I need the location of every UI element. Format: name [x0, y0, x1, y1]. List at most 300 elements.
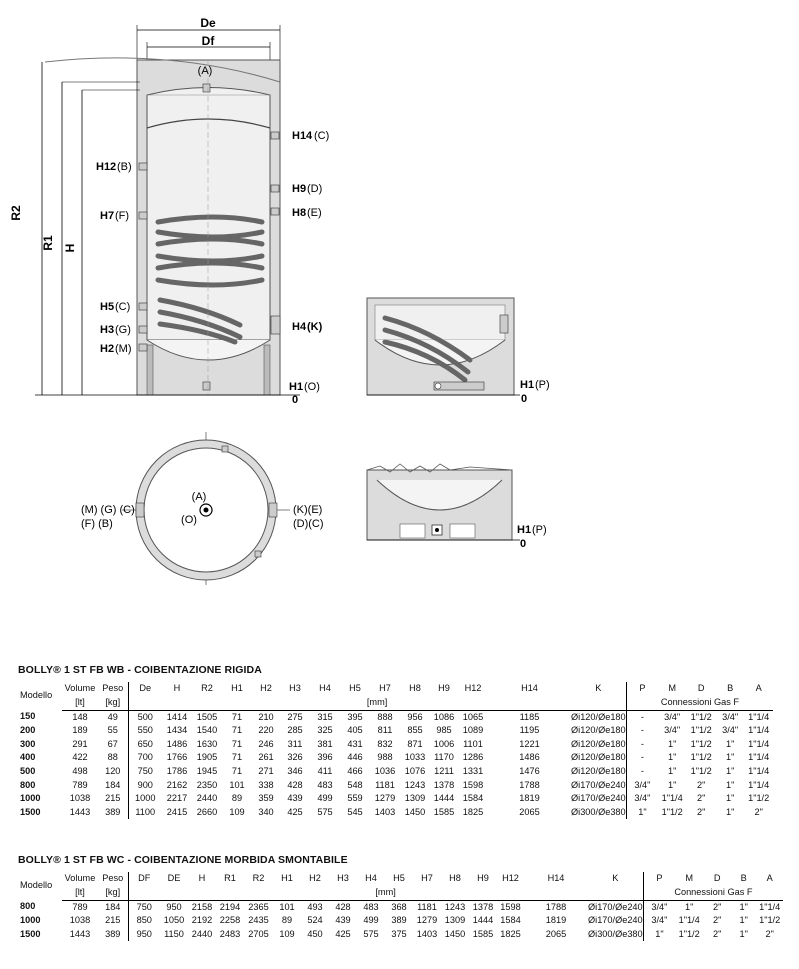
dim-cell: 2365 — [248, 901, 269, 912]
gas-cell: 1"1/2 — [690, 738, 712, 749]
dim-cell: 956 — [407, 711, 423, 722]
dim-cell: 1819 — [519, 793, 540, 804]
top-KE-label: (K)(E) — [293, 504, 323, 516]
dim-cell: 1788 — [545, 901, 567, 912]
dim-cell: 1065 — [462, 711, 484, 722]
dim-cell: 550 — [128, 724, 162, 738]
dim-cell: 1006 — [433, 738, 455, 749]
header-gas-col: B — [727, 683, 734, 694]
table-wc — [18, 872, 783, 941]
gas-cell: 1"1/2 — [690, 725, 712, 736]
gas-cell: 1" — [725, 779, 735, 790]
gas-cell: 1"1/4 — [661, 793, 683, 804]
gas-cell: 1" — [725, 806, 735, 817]
dim-cell: 1378 — [433, 779, 455, 790]
dim-cell: 346 — [287, 765, 303, 776]
dim-cell: Øi120/Øe180 — [571, 752, 626, 763]
dim-cell: 1170 — [434, 752, 454, 763]
H1-code: (O) — [304, 381, 320, 393]
top-O-label: (O) — [181, 514, 197, 526]
model-cell: 800 — [20, 901, 36, 912]
H4-label: H4 — [292, 321, 307, 333]
dim-cell: 1331 — [462, 765, 484, 776]
H8-code: (E) — [307, 207, 322, 219]
dim-cell: 271 — [258, 765, 274, 776]
dim-cell: 338 — [258, 779, 274, 790]
dim-cell: 1150 — [164, 928, 184, 939]
dim-cell: 1050 — [163, 915, 185, 926]
dim-H-label: H — [63, 243, 77, 253]
header-col: H9 — [477, 873, 489, 884]
dim-cell: 311 — [287, 738, 303, 749]
H1-P-code-2: (P) — [532, 524, 547, 536]
gas-cell: 2" — [696, 806, 706, 817]
gas-cell: 2" — [696, 793, 706, 804]
table-row — [18, 765, 773, 779]
header-col: H5 — [349, 683, 361, 694]
front-section-view — [9, 16, 329, 406]
dim-cell: 1450 — [404, 806, 426, 817]
gas-cell: - — [626, 765, 658, 779]
dim-cell: 1825 — [500, 928, 521, 939]
dim-cell: 89 — [281, 915, 293, 926]
table-wc-body — [18, 872, 783, 941]
header-gas-col: M — [685, 873, 693, 884]
header-col: H1 — [281, 873, 293, 884]
model-cell: 800 — [20, 779, 36, 790]
dim-cell: 1181 — [375, 779, 395, 790]
table-row — [18, 900, 783, 914]
dim-cell: Øi300/Øe380 — [571, 806, 626, 817]
dim-cell: 700 — [128, 751, 162, 765]
H9-label: H9 — [292, 183, 307, 195]
dim-cell: 405 — [347, 725, 363, 736]
header-col: H14 — [547, 873, 565, 884]
dim-cell: 1279 — [416, 915, 438, 926]
header-col: H4 — [365, 873, 377, 884]
dim-cell: 2415 — [166, 806, 188, 817]
dim-cell: 425 — [287, 806, 303, 817]
dim-R2-label: R2 — [9, 205, 23, 221]
model-cell: 1500 — [20, 806, 41, 817]
dim-cell: 71 — [231, 725, 243, 736]
dim-cell: 1195 — [519, 725, 540, 736]
header-col: K — [612, 873, 619, 884]
peso-cell: 184 — [105, 901, 121, 912]
gas-cell: 1" — [667, 738, 677, 749]
zero-label: 0 — [292, 394, 299, 406]
dim-cell: 1211 — [434, 765, 454, 776]
dim-cell: 1444 — [433, 793, 455, 804]
dim-cell: 888 — [377, 711, 393, 722]
dim-cell: 1286 — [462, 752, 484, 763]
dim-cell: 1819 — [545, 915, 567, 926]
dim-cell: 466 — [347, 765, 363, 776]
unit-mm: [mm] — [128, 696, 626, 710]
zero-label-2: 0 — [521, 393, 528, 405]
H1-label: H1 — [289, 381, 304, 393]
dim-cell: 850 — [128, 914, 160, 928]
header-col: K — [595, 683, 602, 694]
H12-code: (B) — [117, 161, 132, 173]
dim-cell: 1221 — [519, 738, 540, 749]
H9-code: (D) — [307, 183, 323, 195]
dim-cell: 524 — [307, 915, 323, 926]
header-col: H — [173, 683, 181, 694]
dim-cell: 2217 — [166, 793, 188, 804]
dim-cell: 750 — [128, 765, 162, 779]
dim-cell: 246 — [258, 738, 274, 749]
unit-mm: [mm] — [128, 886, 643, 900]
gas-cell: 1" — [626, 806, 658, 820]
units-row — [18, 696, 773, 710]
dim-cell: 1243 — [404, 779, 426, 790]
dim-cell: 750 — [128, 900, 160, 914]
dim-cell: 428 — [335, 901, 351, 912]
dim-cell: 396 — [317, 752, 333, 763]
gas-cell: 3/4" — [722, 711, 739, 722]
header-modello: Modello — [20, 880, 53, 891]
table-row — [18, 738, 773, 752]
model-cell: 1000 — [20, 793, 41, 804]
dim-cell: 381 — [317, 738, 333, 749]
volume-cell: 148 — [72, 711, 88, 722]
header-gas-col: A — [766, 873, 773, 884]
dim-cell: 499 — [317, 793, 333, 804]
dim-cell: 2440 — [191, 928, 213, 939]
peso-cell: 389 — [105, 928, 121, 939]
H1-P-label-2: H1 — [517, 524, 532, 536]
H7-label: H7 — [100, 210, 115, 222]
volume-cell: 291 — [72, 738, 88, 749]
volume-cell: 422 — [72, 752, 88, 763]
dim-cell: 1100 — [128, 806, 162, 820]
gas-cell: 3/4" — [626, 792, 658, 806]
top-DC-label: (D)(C) — [293, 518, 324, 530]
dim-cell: Øi170/Øe240 — [571, 793, 626, 804]
dim-cell: 261 — [258, 752, 274, 763]
dim-cell: 2194 — [219, 901, 241, 912]
dim-cell: Øi120/Øe180 — [571, 738, 626, 749]
dim-cell: 1585 — [472, 928, 494, 939]
header-col: H14 — [521, 683, 538, 694]
gas-cell: 1" — [739, 915, 748, 926]
H3-code: (G) — [115, 324, 131, 336]
header-gas-col: M — [668, 683, 676, 694]
dim-cell: Øi170/Øe240 — [588, 915, 643, 926]
header-col: H8 — [409, 683, 421, 694]
table-wb — [18, 682, 773, 819]
dim-cell: 368 — [391, 901, 407, 912]
H2-code: (M) — [115, 343, 132, 355]
gas-cell: 1" — [739, 901, 748, 912]
dim-cell: 2705 — [248, 928, 269, 939]
dim-cell: 1788 — [519, 779, 540, 790]
dim-cell: 1585 — [433, 806, 455, 817]
model-cell: 200 — [20, 725, 36, 736]
dim-cell: 811 — [377, 725, 393, 736]
dim-cell: 985 — [436, 725, 452, 736]
header-col: H — [198, 873, 206, 884]
unit-volume: [lt] — [62, 696, 98, 710]
dim-cell: 1825 — [462, 806, 484, 817]
gas-cell: 1"1/2 — [690, 765, 712, 776]
dim-cell: 2660 — [196, 806, 218, 817]
H2-label: H2 — [100, 343, 115, 355]
header-gas-col: D — [697, 683, 705, 694]
dim-cell: 1000 — [128, 792, 162, 806]
H14-code: (C) — [314, 130, 330, 142]
dim-cell: Øi300/Øe380 — [588, 928, 643, 939]
dim-cell: 2158 — [191, 901, 213, 912]
dim-cell: 483 — [363, 901, 379, 912]
header-col: H3 — [289, 683, 301, 694]
model-cell: 400 — [20, 752, 36, 763]
dim-cell: 2162 — [166, 779, 188, 790]
header-col: H12 — [464, 683, 482, 694]
dim-cell: 109 — [279, 928, 295, 939]
dim-cell: 1505 — [196, 711, 218, 722]
dim-cell: 1630 — [196, 738, 218, 749]
gas-cell: 3/4" — [643, 900, 675, 914]
conn-A-label: (A) — [197, 65, 213, 77]
gas-cell: 1"1/2 — [748, 793, 770, 804]
gas-cell: 3/4" — [664, 711, 681, 722]
dim-cell: 71 — [231, 752, 243, 763]
table-row — [18, 792, 773, 806]
gas-cell: 3/4" — [722, 725, 739, 736]
table-row — [18, 779, 773, 793]
volume-cell: 1443 — [69, 806, 91, 817]
header-col: H9 — [438, 683, 450, 694]
dim-cell: 285 — [287, 725, 303, 736]
dim-cell: 1905 — [196, 752, 218, 763]
gas-cell: 1"1/4 — [748, 738, 770, 749]
table-row — [18, 751, 773, 765]
volume-cell: 1038 — [69, 915, 91, 926]
gas-cell: 2" — [712, 915, 722, 926]
H5-code: (C) — [115, 301, 131, 313]
dim-cell: 275 — [287, 711, 303, 722]
dim-cell: 1598 — [462, 779, 484, 790]
H5-label: H5 — [100, 301, 115, 313]
H8-label: H8 — [292, 207, 307, 219]
gas-cell: 1"1/2 — [678, 928, 700, 939]
dim-cell: 1101 — [463, 738, 483, 749]
volume-cell: 189 — [72, 725, 88, 736]
gas-cell: 1"1/4 — [748, 765, 770, 776]
dim-cell: 499 — [363, 915, 379, 926]
dim-cell: 500 — [128, 710, 162, 724]
dim-cell: 950 — [128, 928, 160, 942]
zero-label-3: 0 — [520, 538, 527, 550]
dim-cell: 575 — [317, 806, 333, 817]
gas-cell: 1" — [725, 752, 735, 763]
dim-cell: 411 — [317, 765, 333, 776]
dim-cell: 1444 — [472, 915, 494, 926]
dim-cell: 2192 — [191, 915, 213, 926]
bottom-partial-view — [367, 464, 547, 550]
unit-volume: [lt] — [62, 886, 98, 900]
gas-cell: - — [626, 751, 658, 765]
dim-cell: 220 — [258, 725, 274, 736]
header-col: H2 — [309, 873, 321, 884]
gas-cell: 1"1/2 — [661, 806, 683, 817]
dim-cell: 2440 — [196, 793, 218, 804]
table-row — [18, 710, 773, 724]
header-volume: Volume — [64, 873, 96, 884]
dim-cell: 493 — [307, 901, 323, 912]
table-wb-body — [18, 682, 773, 819]
peso-cell: 67 — [107, 738, 118, 749]
table-wc-title: BOLLY® 1 ST FB WC - COIBENTAZIONE MORBIDA SMONTABILE — [18, 854, 348, 866]
H1-P-label: H1 — [520, 379, 535, 391]
dim-cell: 109 — [229, 806, 245, 817]
unit-gas: Connessioni Gas F — [626, 696, 773, 710]
dim-cell: 101 — [229, 779, 245, 790]
volume-cell: 1038 — [69, 793, 91, 804]
gas-cell: 1" — [725, 765, 735, 776]
dim-cell: 900 — [128, 779, 162, 793]
model-cell: 500 — [20, 765, 36, 776]
peso-cell: 215 — [105, 793, 121, 804]
dim-cell: 340 — [258, 806, 274, 817]
gas-cell: - — [626, 738, 658, 752]
unit-peso: [kg] — [98, 886, 128, 900]
partial-section-view — [367, 298, 550, 405]
dim-cell: Øi120/Øe180 — [571, 725, 626, 736]
dim-cell: 483 — [317, 779, 333, 790]
dim-cell: 1584 — [462, 793, 484, 804]
table-row — [18, 806, 773, 820]
dim-cell: 1598 — [500, 901, 521, 912]
unit-peso: [kg] — [98, 696, 128, 710]
dim-cell: Øi170/Øe240 — [571, 779, 626, 790]
dim-cell: 375 — [391, 928, 407, 939]
dim-cell: 1403 — [374, 806, 396, 817]
dim-cell: 2065 — [545, 928, 567, 939]
header-row — [18, 872, 783, 886]
gas-cell: 1"1/4 — [748, 779, 770, 790]
dim-cell: 1584 — [500, 915, 521, 926]
dim-cell: 1076 — [404, 765, 426, 776]
top-MGC-label: (M) (G) (C) — [81, 504, 135, 516]
gas-cell: 1"1/4 — [678, 915, 700, 926]
header-gas-col: P — [643, 872, 675, 886]
header-peso: Peso — [102, 873, 124, 884]
dim-cell: 1243 — [444, 901, 466, 912]
header-col: De — [128, 682, 162, 696]
dim-cell: 1476 — [519, 765, 540, 776]
header-col: H5 — [393, 873, 405, 884]
units-row — [18, 886, 783, 900]
dim-cell: 1486 — [519, 752, 540, 763]
dim-cell: 1378 — [472, 901, 494, 912]
gas-cell: 2" — [696, 779, 706, 790]
top-A-label: (A) — [191, 491, 207, 503]
volume-cell: 789 — [72, 901, 88, 912]
gas-cell: 1"1/4 — [748, 725, 770, 736]
gas-cell: 1"1/2 — [690, 752, 712, 763]
dim-cell: Øi120/Øe180 — [571, 765, 626, 776]
header-gas-col: B — [740, 873, 747, 884]
model-cell: 300 — [20, 738, 36, 749]
unit-gas: Connessioni Gas F — [643, 886, 783, 900]
header-gas-col: D — [713, 873, 721, 884]
top-FB-label: (F) (B) — [81, 518, 113, 530]
gas-cell: 1" — [725, 793, 735, 804]
header-col: R2 — [252, 873, 265, 884]
dim-cell: 1309 — [444, 915, 466, 926]
header-col: DF — [128, 872, 160, 886]
top-plan-view — [81, 432, 324, 585]
gas-cell: 3/4" — [643, 914, 675, 928]
dim-cell: 2065 — [519, 806, 540, 817]
H4-code: (K) — [307, 321, 323, 333]
dim-cell: 545 — [347, 806, 363, 817]
H14-label: H14 — [292, 130, 313, 142]
dim-cell: 431 — [347, 738, 363, 749]
dim-cell: 450 — [307, 928, 323, 939]
header-col: H3 — [337, 873, 349, 884]
dim-De-label: De — [200, 16, 216, 30]
dim-cell: 988 — [377, 752, 393, 763]
H7-code: (F) — [115, 210, 130, 222]
model-cell: 1500 — [20, 928, 41, 939]
dim-cell: 559 — [347, 793, 363, 804]
dim-cell: 1403 — [416, 928, 438, 939]
gas-cell: 1"1/2 — [690, 711, 712, 722]
dim-cell: 2258 — [219, 915, 241, 926]
dim-cell: 395 — [347, 711, 363, 722]
header-col: DE — [167, 873, 181, 884]
dim-cell: 1185 — [519, 711, 540, 722]
header-volume: Volume — [64, 683, 96, 694]
dim-cell: 89 — [231, 793, 243, 804]
dim-cell: Øi120/Øe180 — [571, 711, 626, 722]
dim-Df-label: Df — [201, 34, 215, 48]
gas-cell: 1"1/4 — [759, 901, 781, 912]
dim-cell: 71 — [231, 711, 243, 722]
header-col: H8 — [449, 873, 461, 884]
header-gas-col: P — [626, 682, 658, 696]
header-col: H4 — [319, 683, 331, 694]
peso-cell: 49 — [107, 711, 118, 722]
header-row — [18, 682, 773, 696]
dim-cell: 325 — [317, 725, 333, 736]
model-cell: 150 — [20, 711, 36, 722]
gas-cell: 2" — [765, 928, 774, 939]
header-col: H12 — [502, 873, 519, 884]
dim-cell: 446 — [347, 752, 363, 763]
dim-cell: 1086 — [433, 711, 455, 722]
dim-cell: Øi170/Øe240 — [588, 901, 643, 912]
dim-R1-label: R1 — [41, 235, 55, 251]
peso-cell: 215 — [105, 915, 121, 926]
dim-cell: 71 — [231, 738, 243, 749]
header-gas-col: A — [755, 683, 762, 694]
dim-cell: 389 — [391, 915, 407, 926]
gas-cell: 1"1/2 — [759, 915, 781, 926]
peso-cell: 55 — [107, 725, 118, 736]
dim-cell: 950 — [166, 901, 182, 912]
table-wb-title: BOLLY® 1 ST FB WB - COIBENTAZIONE RIGIDA — [18, 664, 262, 676]
dim-cell: 1181 — [417, 901, 437, 912]
header-col: H7 — [379, 683, 391, 694]
gas-cell: 1"1/4 — [748, 711, 770, 722]
gas-cell: 1" — [667, 779, 677, 790]
dim-cell: 1414 — [166, 711, 188, 722]
